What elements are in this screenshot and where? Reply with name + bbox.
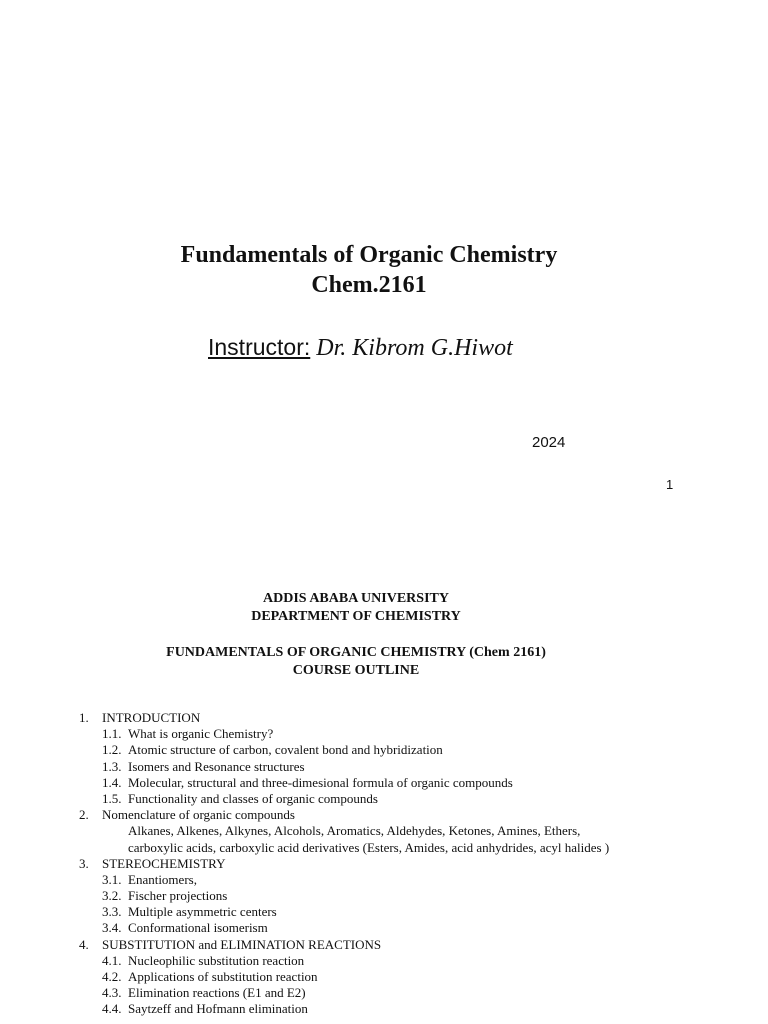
- item-text: Saytzeff and Hofmann elimination: [128, 1001, 308, 1017]
- section-title: INTRODUCTION: [102, 710, 201, 725]
- item-text: Functionality and classes of organic compounds: [128, 790, 378, 806]
- item-number: 1.3.: [102, 758, 122, 774]
- item-text: Applications of substitution reaction: [128, 969, 318, 984]
- course-code: Chem.2161: [311, 272, 427, 298]
- item-text: Conformational isomerism: [128, 920, 268, 936]
- course-full-title: FUNDAMENTALS OF ORGANIC CHEMISTRY (Chem 2161): [166, 645, 546, 660]
- section-heading: [0, 807, 740, 823]
- list-item: [0, 759, 740, 775]
- university-heading: [0, 590, 712, 626]
- item-number: 1.2.: [102, 742, 122, 758]
- item-text: Fischer projections: [128, 888, 228, 904]
- item-text: Atomic structure of carbon, covalent bond and hybridization: [128, 742, 443, 758]
- item-number: 4.1.: [102, 952, 122, 968]
- item-number: 4.4.: [102, 1001, 122, 1017]
- item-text: What is organic Chemistry?: [128, 726, 274, 742]
- section-title: STEREOCHEMISTRY: [102, 855, 226, 871]
- item-number: 3.3.: [102, 904, 122, 920]
- item-number: 3.1.: [102, 871, 122, 887]
- item-text: Molecular, structural and three-dimesional formula of organic compounds: [128, 774, 513, 790]
- list-item: [0, 726, 740, 742]
- paragraph-line: [0, 840, 740, 856]
- item-text: Isomers and Resonance structures: [128, 758, 305, 774]
- list-item: [0, 1001, 740, 1017]
- item-text: Enantiomers,: [128, 871, 197, 887]
- title-block: [0, 240, 738, 300]
- page-number: 1: [666, 477, 674, 492]
- instructor-label: Instructor:: [208, 334, 311, 360]
- list-item: [0, 872, 740, 888]
- course-outline-label: COURSE OUTLINE: [292, 663, 420, 678]
- section-number: 3.: [79, 855, 89, 871]
- list-item: [0, 904, 740, 920]
- paragraph-line: [0, 823, 740, 839]
- course-title: Fundamentals of Organic Chemistry: [180, 242, 558, 268]
- list-item: [0, 920, 740, 936]
- item-number: 3.4.: [102, 920, 122, 936]
- list-item: [0, 775, 740, 791]
- item-text: Multiple asymmetric centers: [128, 904, 277, 920]
- item-text: Elimination reactions (E1 and E2): [128, 985, 306, 1001]
- section-number: 1.: [79, 710, 89, 725]
- outline-page: [0, 520, 768, 1024]
- paragraph-text: Alkanes, Alkenes, Alkynes, Alcohols, Aromatics, Aldehydes, Ketones, Amines, Ethers,: [128, 823, 581, 839]
- list-item: [0, 985, 740, 1001]
- instructor-line: [208, 334, 513, 362]
- section-number: 4.: [79, 936, 89, 952]
- university-name: ADDIS ABABA UNIVERSITY: [263, 591, 449, 606]
- section-heading: [0, 856, 740, 872]
- list-item: [0, 742, 740, 758]
- item-number: 4.3.: [102, 985, 122, 1001]
- list-item: [0, 953, 740, 969]
- paragraph-text: carboxylic acids, carboxylic acid derivatives (Esters, Amides, acid anhydrides, acyl halides ): [128, 839, 610, 855]
- course-heading: [0, 644, 712, 680]
- year: 2024: [532, 434, 566, 451]
- item-text: Nucleophilic substitution reaction: [128, 952, 305, 968]
- section-number: 2.: [79, 807, 89, 823]
- department-name: DEPARTMENT OF CHEMISTRY: [251, 609, 461, 624]
- section-heading: [0, 710, 740, 726]
- item-number: 1.5.: [102, 790, 122, 806]
- list-item: [0, 969, 740, 985]
- section-heading: [0, 937, 740, 953]
- item-number: 1.1.: [102, 726, 122, 742]
- instructor-name: Dr. Kibrom G.Hiwot: [316, 335, 513, 361]
- item-number: 4.2.: [102, 969, 122, 984]
- section-title: SUBSTITUTION and ELIMINATION REACTIONS: [102, 936, 382, 952]
- item-number: 1.4.: [102, 774, 122, 790]
- list-item: [0, 888, 740, 904]
- list-item: [0, 791, 740, 807]
- section-title: Nomenclature of organic compounds: [102, 807, 295, 823]
- item-number: 3.2.: [102, 888, 122, 904]
- outline-list: [0, 710, 740, 1018]
